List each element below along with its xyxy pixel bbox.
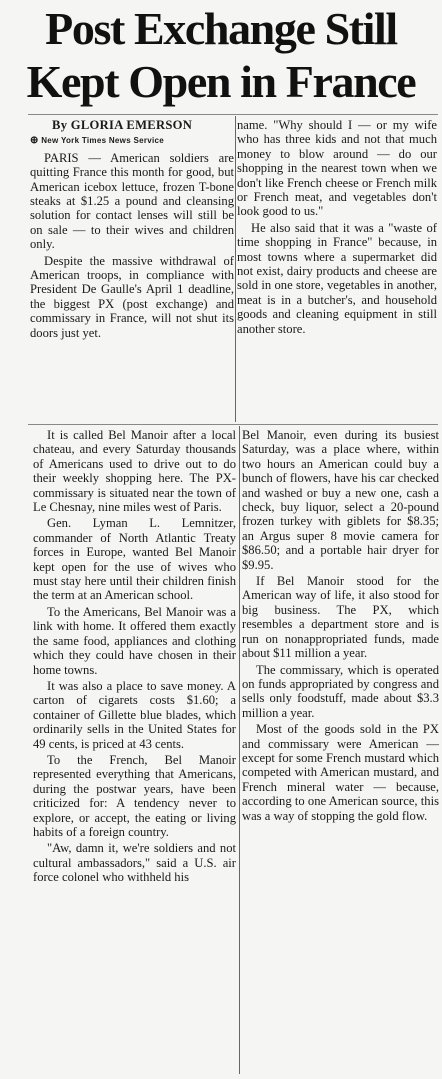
paragraph: PARIS — American soldiers are quitting France this month for good, but American icebox lettuce, frozen T-bone steaks at $1.25 a pound and cleansing solution for contact lenses will still be on sale — to their wives and children only. xyxy=(30,150,234,252)
column-d xyxy=(242,428,439,823)
paragraph: Bel Manoir, even during its busiest Saturday, was a place where, within two hours an American could buy a bunch of flowers, have his car checked and washed or buy a new one, cash a check, buy liquor, select a 20-pound frozen turkey with giblets for $8.35; an Argus super 8 movie camera for $86.50; and a portable hair dryer for $9.95. xyxy=(242,428,439,572)
headline xyxy=(0,0,442,108)
paragraph: To the Americans, Bel Manoir was a link with home. It offered them exactly the same food, appliances and clothing which they could have chosen in their home towns. xyxy=(33,604,236,677)
column-a xyxy=(30,118,234,340)
column-rule-bottom xyxy=(239,426,240,1074)
paragraph: It is called Bel Manoir after a local chateau, and every Saturday thousands of Americans used to drive out to do their weekly shopping here. The PX-commissary is situated near the town of Le Chesnay, nine miles west of Paris. xyxy=(33,428,236,515)
service-mark-icon: ⊕ xyxy=(30,135,39,147)
headline-rule xyxy=(28,114,438,115)
paragraph: Most of the goods sold in the PX and commissary were American — except for some French mustard which competed with American mustard, and French mineral water — because, according to one American source, this was a way of stopping the gold flow. xyxy=(242,722,439,823)
news-service-credit xyxy=(30,134,234,148)
column-rule-top xyxy=(235,116,236,422)
paragraph: If Bel Manoir stood for the American way of life, it also stood for big business. The PX, which resembles a department store and is run on nonappropriated funds, made about $11 million a year. xyxy=(242,574,439,661)
paragraph: To the French, Bel Manoir represented everything that Americans, during the postwar years, have been criticized for: A tendency never to explore, or accept, the eating or living habits of a foreign country. xyxy=(33,752,236,839)
headline-line-1: Post Exchange Still xyxy=(45,3,397,54)
byline: By GLORIA EMERSON xyxy=(52,118,193,132)
paragraph: Despite the massive withdrawal of American troops, in compliance with President De Gaulle's April 1 deadline, the biggest PX (post exchange) and commissary in France, will not shut its doors just yet. xyxy=(30,253,234,340)
paragraph: "Aw, damn it, we're soldiers and not cultural ambassadors," said a U.S. air force colonel who withheld his xyxy=(33,841,236,885)
section-rule xyxy=(28,424,438,425)
paragraph: name. "Why should I — or my wife who has three kids and not that much money to blow around — do our shopping in the nearest town when we don't like French cheese or French milk or French meat, and vegetables don't look good to us." xyxy=(237,118,437,219)
paragraph: The commissary, which is operated on funds appropriated by congress and sells only foodstuff, made about $3.3 million a year. xyxy=(242,662,439,720)
headline-line-2: Kept Open in France xyxy=(26,56,416,107)
paragraph: It was also a place to save money. A carton of cigarets costs $1.60; a container of Gillette blue blades, which ordinarily sells in the United States for 49 cents, is priced at 43 cents. xyxy=(33,678,236,751)
column-c xyxy=(33,428,236,885)
paragraph: He also said that it was a "waste of time shopping in France" because, in most towns where a supermarket did not exist, dairy products and cheese are sold in one store, vegetables in another, meat is in a butcher's, and household goods and cleaning equipment in still another store. xyxy=(237,220,437,336)
column-b xyxy=(237,118,437,336)
service-name: New York Times News Service xyxy=(41,136,165,146)
paragraph: Gen. Lyman L. Lemnitzer, commander of North Atlantic Treaty forces in Europe, wanted Bel Manoir kept open for the use of wives who must stay here until their children finish the term at an American school. xyxy=(33,516,236,603)
